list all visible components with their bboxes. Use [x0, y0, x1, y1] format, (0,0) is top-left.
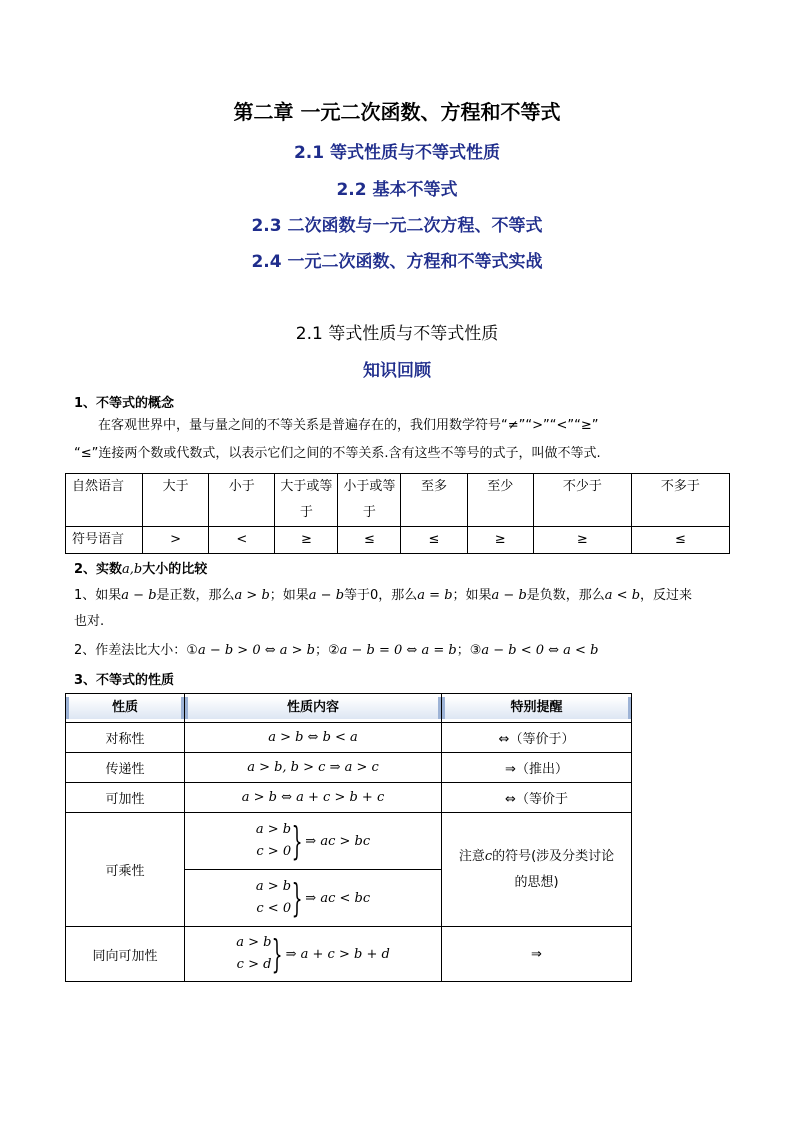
property-content: a > b ⇔ b < a: [185, 723, 442, 753]
header-content: 性质内容: [185, 694, 442, 723]
toc-item-2[interactable]: 2.2 基本不等式: [336, 180, 458, 200]
table-row: [66, 927, 632, 982]
property-content: a > b c < 0 } ⇒ ac < bc: [185, 870, 442, 927]
table-cell: ≤: [338, 527, 401, 554]
table-cell: 至少: [467, 474, 533, 527]
table-cell: ≥: [467, 527, 533, 554]
section-subtitle: 知识回顾: [363, 361, 431, 381]
table-row: [66, 723, 632, 753]
part3-heading: 3、不等式的性质: [74, 673, 175, 688]
property-note: 注意c的符号(涉及分类讨论 的思想): [442, 813, 632, 927]
toc-item-3[interactable]: 2.3 二次函数与一元二次方程、不等式: [251, 216, 543, 236]
header-property: 性质: [66, 694, 185, 723]
property-name: 同向可加性: [66, 927, 185, 982]
table-cell: ≥: [275, 527, 338, 554]
property-note: ⇔（等价于: [442, 783, 632, 813]
table-row: [66, 813, 632, 870]
chapter-title: 第二章 一元二次函数、方程和不等式: [233, 100, 561, 124]
row-label-natural: 自然语言: [66, 474, 143, 527]
toc-item-4[interactable]: 2.4 一元二次函数、方程和不等式实战: [251, 252, 543, 272]
part2-item1-cont: 也对.: [74, 614, 105, 629]
part2-item2: 2、作差法比大小：①a − b > 0 ⇔ a > b；②a − b = 0 ⇔ a = b；③a − b < 0 ⇔ a < b: [74, 643, 599, 658]
table-cell: ≤: [631, 527, 729, 554]
property-name: 传递性: [66, 753, 185, 783]
part1-line1: 在客观世界中，量与量之间的不等关系是普遍存在的，我们用数学符号“≠”“>”“<”“≥”: [98, 418, 599, 433]
property-content: a > b c > 0 } ⇒ ac > bc: [185, 813, 442, 870]
property-content: a > b, b > c ⇒ a > c: [185, 753, 442, 783]
table-cell: 小于或等于: [338, 474, 401, 527]
table-cell: >: [143, 527, 209, 554]
table-cell: ≤: [401, 527, 467, 554]
properties-table: [65, 693, 632, 982]
table-cell: 小于: [209, 474, 275, 527]
table-cell: <: [209, 527, 275, 554]
table-header-row: [66, 694, 632, 723]
property-note: ⇒: [442, 927, 632, 982]
table-cell: ≥: [533, 527, 631, 554]
property-content: a > b c > d } ⇒ a + c > b + d: [185, 927, 442, 982]
property-name: 可加性: [66, 783, 185, 813]
property-name: 可乘性: [66, 813, 185, 927]
table-cell: 不多于: [631, 474, 729, 527]
section-title: 2.1 等式性质与不等式性质: [295, 324, 499, 344]
row-label-symbol: 符号语言: [66, 527, 143, 554]
table-row: [66, 527, 730, 554]
table-cell: 至多: [401, 474, 467, 527]
part1-line2: “≤”连接两个数或代数式，以表示它们之间的不等关系.含有这些不等号的式子，叫做不等式.: [74, 446, 601, 461]
table-cell: 不少于: [533, 474, 631, 527]
table-cell: 大于: [143, 474, 209, 527]
table-row: [66, 783, 632, 813]
property-name: 对称性: [66, 723, 185, 753]
table-cell: 大于或等于: [275, 474, 338, 527]
part2-heading: 2、实数a,b大小的比较: [74, 562, 208, 577]
property-note: ⇔（等价于）: [442, 723, 632, 753]
header-note: 特别提醒: [442, 694, 632, 723]
part2-item1: 1、如果a − b是正数，那么a > b；如果a − b等于0，那么a = b；如果a − b是负数，那么a < b，反过来: [74, 588, 693, 603]
table-row: [66, 753, 632, 783]
property-content: a > b ⇔ a + c > b + c: [185, 783, 442, 813]
part1-heading: 1、不等式的概念: [74, 396, 175, 411]
language-table: [65, 473, 730, 554]
toc-item-1[interactable]: 2.1 等式性质与不等式性质: [293, 143, 501, 163]
table-row: [66, 474, 730, 527]
property-note: ⇒（推出）: [442, 753, 632, 783]
